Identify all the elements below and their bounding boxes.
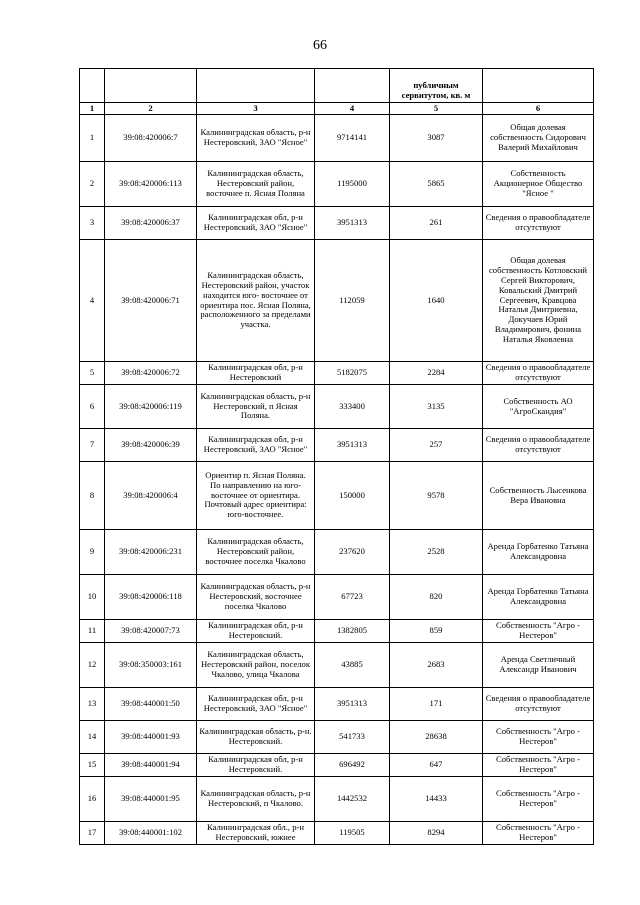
row-number: 13 <box>80 688 105 721</box>
table-row <box>80 115 594 162</box>
owner-cell: Собственность "Агро - Нестеров" <box>483 721 594 754</box>
row-number: 1 <box>80 115 105 162</box>
row-number: 9 <box>80 530 105 575</box>
owner-cell: Сведения о правообладателе отсутствуют <box>483 362 594 385</box>
servitude-area-cell: 859 <box>390 620 483 643</box>
address-cell: Калининградская обл, р-н Нестеровский. <box>197 754 315 777</box>
servitude-area-cell: 1640 <box>390 240 483 362</box>
row-number: 3 <box>80 207 105 240</box>
cadastral-number: 39:08:440001:93 <box>105 721 197 754</box>
row-number: 6 <box>80 385 105 429</box>
servitude-area-cell: 647 <box>390 754 483 777</box>
row-number: 2 <box>80 162 105 207</box>
address-cell: Калининградская область, Нестеровский район, восточнее поселка Чкалово <box>197 530 315 575</box>
table-row <box>80 688 594 721</box>
row-number: 16 <box>80 777 105 822</box>
address-cell: Калининградская обл, р-н Нестеровский <box>197 362 315 385</box>
cadastral-number: 39:08:420006:39 <box>105 429 197 462</box>
owner-cell: Аренда Горбатенко Татьяна Александровна <box>483 575 594 620</box>
area-cell: 237620 <box>315 530 390 575</box>
owner-cell: Аренда Горбатенко Татьяна Александровна <box>483 530 594 575</box>
column-number: 4 <box>315 103 390 115</box>
row-number: 5 <box>80 362 105 385</box>
area-cell: 9714141 <box>315 115 390 162</box>
servitude-area-cell: 3087 <box>390 115 483 162</box>
address-cell: Калининградская область, р-н Нестеровский, восточнее поселка Чкалово <box>197 575 315 620</box>
area-cell: 696492 <box>315 754 390 777</box>
owner-cell: Сведения о правообладателе отсутствуют <box>483 688 594 721</box>
servitude-area-cell: 257 <box>390 429 483 462</box>
row-number: 12 <box>80 643 105 688</box>
address-cell: Калининградская обл, р-н Нестеровский. <box>197 620 315 643</box>
row-number: 8 <box>80 462 105 530</box>
address-cell: Калининградская обл, р-н Нестеровский, ЗАО "Ясное" <box>197 429 315 462</box>
header-cell <box>105 69 197 103</box>
servitude-area-cell: 28638 <box>390 721 483 754</box>
area-cell: 150000 <box>315 462 390 530</box>
area-cell: 43885 <box>315 643 390 688</box>
area-cell: 1195000 <box>315 162 390 207</box>
row-number: 11 <box>80 620 105 643</box>
table-row <box>80 822 594 845</box>
table-row <box>80 575 594 620</box>
address-cell: Калининградская область, Нестеровский район, поселок Чкалово, улица Чкалова <box>197 643 315 688</box>
table-row <box>80 643 594 688</box>
table-row <box>80 162 594 207</box>
table-row <box>80 754 594 777</box>
cadastral-number: 39:08:420006:37 <box>105 207 197 240</box>
page-number: 66 <box>313 38 327 53</box>
table-row <box>80 721 594 754</box>
cadastral-number: 39:08:420007:73 <box>105 620 197 643</box>
servitude-area-cell: 14433 <box>390 777 483 822</box>
owner-cell: Собственность "Агро - Нестеров" <box>483 822 594 845</box>
address-cell: Калининградская область, р-н Нестеровский, ЗАО "Ясное" <box>197 115 315 162</box>
owner-cell: Собственность АО "АгроСкандия" <box>483 385 594 429</box>
cadastral-number: 39:08:440001:102 <box>105 822 197 845</box>
cadastral-number: 39:08:420006:7 <box>105 115 197 162</box>
area-cell: 1382805 <box>315 620 390 643</box>
area-cell: 112059 <box>315 240 390 362</box>
address-cell: Калининградская обл., р-н Нестеровский, южнее <box>197 822 315 845</box>
owner-cell: Сведения о правообладателе отсутствуют <box>483 207 594 240</box>
servitude-area-cell: 3135 <box>390 385 483 429</box>
area-cell: 333400 <box>315 385 390 429</box>
table-row <box>80 362 594 385</box>
servitude-area-cell: 5865 <box>390 162 483 207</box>
owner-cell: Собственность "Агро - Нестеров" <box>483 620 594 643</box>
owner-cell: Собственность Акционерное Общество "Ясное " <box>483 162 594 207</box>
address-cell: Калининградская область, р-н. Нестеровский. <box>197 721 315 754</box>
row-number: 10 <box>80 575 105 620</box>
column-number: 6 <box>483 103 594 115</box>
area-cell: 1442532 <box>315 777 390 822</box>
owner-cell: Общая долевая собственность Котловский Сергей Викторович, Ковальский Дмитрий Сергеевич, Кравцова Наталья Дмитриевна, Докучаев Юрий Владимирович, фонина Наталья Яковлевна <box>483 240 594 362</box>
cadastral-number: 39:08:420006:71 <box>105 240 197 362</box>
owner-cell: Сведения о правообладателе отсутствуют <box>483 429 594 462</box>
servitude-area-cell: 171 <box>390 688 483 721</box>
address-cell: Калининградская обл, р-н Нестеровский, ЗАО "Ясное" <box>197 207 315 240</box>
owner-cell: Общая долевая собственность Сидорович Валерий Михайлович <box>483 115 594 162</box>
cadastral-number: 39:08:350003:161 <box>105 643 197 688</box>
header-row <box>80 69 594 103</box>
cadastral-number: 39:08:420006:118 <box>105 575 197 620</box>
header-cell <box>483 69 594 103</box>
area-cell: 541733 <box>315 721 390 754</box>
address-cell: Калининградская обл, р-н Нестеровский, ЗАО "Ясное" <box>197 688 315 721</box>
cadastral-number: 39:08:440001:94 <box>105 754 197 777</box>
servitude-area-cell: 8294 <box>390 822 483 845</box>
header-servitude-area: публичным сервитутом, кв. м <box>390 69 483 103</box>
table-row <box>80 462 594 530</box>
servitude-table <box>79 68 594 845</box>
column-number: 1 <box>80 103 105 115</box>
column-number: 2 <box>105 103 197 115</box>
row-number: 15 <box>80 754 105 777</box>
address-cell: Калининградская область, Нестеровский район, участок находится юго- восточнее от ориентира пос. Ясная Поляна, расположенного за пределами участка. <box>197 240 315 362</box>
owner-cell: Собственность Лысенкова Вера Ивановна <box>483 462 594 530</box>
cadastral-number: 39:08:420006:72 <box>105 362 197 385</box>
area-cell: 3951313 <box>315 207 390 240</box>
address-cell: Ориентир п. Ясная Поляна. По направлению на юго-восточнее от ориентира. Почтовый адрес ориентира: юго-восточнее. <box>197 462 315 530</box>
row-number: 7 <box>80 429 105 462</box>
servitude-area-cell: 2528 <box>390 530 483 575</box>
row-number: 17 <box>80 822 105 845</box>
cadastral-number: 39:08:420006:113 <box>105 162 197 207</box>
area-cell: 3951313 <box>315 688 390 721</box>
header-cell <box>197 69 315 103</box>
cadastral-number: 39:08:420006:231 <box>105 530 197 575</box>
table-row <box>80 530 594 575</box>
owner-cell: Собственность "Агро - Нестеров" <box>483 777 594 822</box>
table-row <box>80 429 594 462</box>
column-number: 3 <box>197 103 315 115</box>
address-cell: Калининградская область, р-н Нестеровский, п Чкалово. <box>197 777 315 822</box>
column-number: 5 <box>390 103 483 115</box>
area-cell: 119505 <box>315 822 390 845</box>
address-cell: Калининградская область, Нестеровский район, восточнее п. Ясная Поляна <box>197 162 315 207</box>
table-row <box>80 777 594 822</box>
table-row <box>80 240 594 362</box>
area-cell: 67723 <box>315 575 390 620</box>
row-number: 4 <box>80 240 105 362</box>
row-number: 14 <box>80 721 105 754</box>
header-cell <box>315 69 390 103</box>
servitude-area-cell: 261 <box>390 207 483 240</box>
cadastral-number: 39:08:440001:95 <box>105 777 197 822</box>
servitude-area-cell: 9578 <box>390 462 483 530</box>
servitude-area-cell: 2284 <box>390 362 483 385</box>
table-row <box>80 385 594 429</box>
cadastral-number: 39:08:440001:50 <box>105 688 197 721</box>
servitude-area-cell: 2683 <box>390 643 483 688</box>
area-cell: 3951313 <box>315 429 390 462</box>
area-cell: 5182075 <box>315 362 390 385</box>
cadastral-number: 39:08:420006:4 <box>105 462 197 530</box>
table-row <box>80 207 594 240</box>
owner-cell: Собственность "Агро - Нестеров" <box>483 754 594 777</box>
address-cell: Калининградская область, р-н Нестеровский, п Ясная Поляна. <box>197 385 315 429</box>
header-cell <box>80 69 105 103</box>
table-row <box>80 620 594 643</box>
column-number-row <box>80 103 594 115</box>
cadastral-number: 39:08:420006:119 <box>105 385 197 429</box>
owner-cell: Аренда Светличный Александр Иванович <box>483 643 594 688</box>
servitude-area-cell: 820 <box>390 575 483 620</box>
